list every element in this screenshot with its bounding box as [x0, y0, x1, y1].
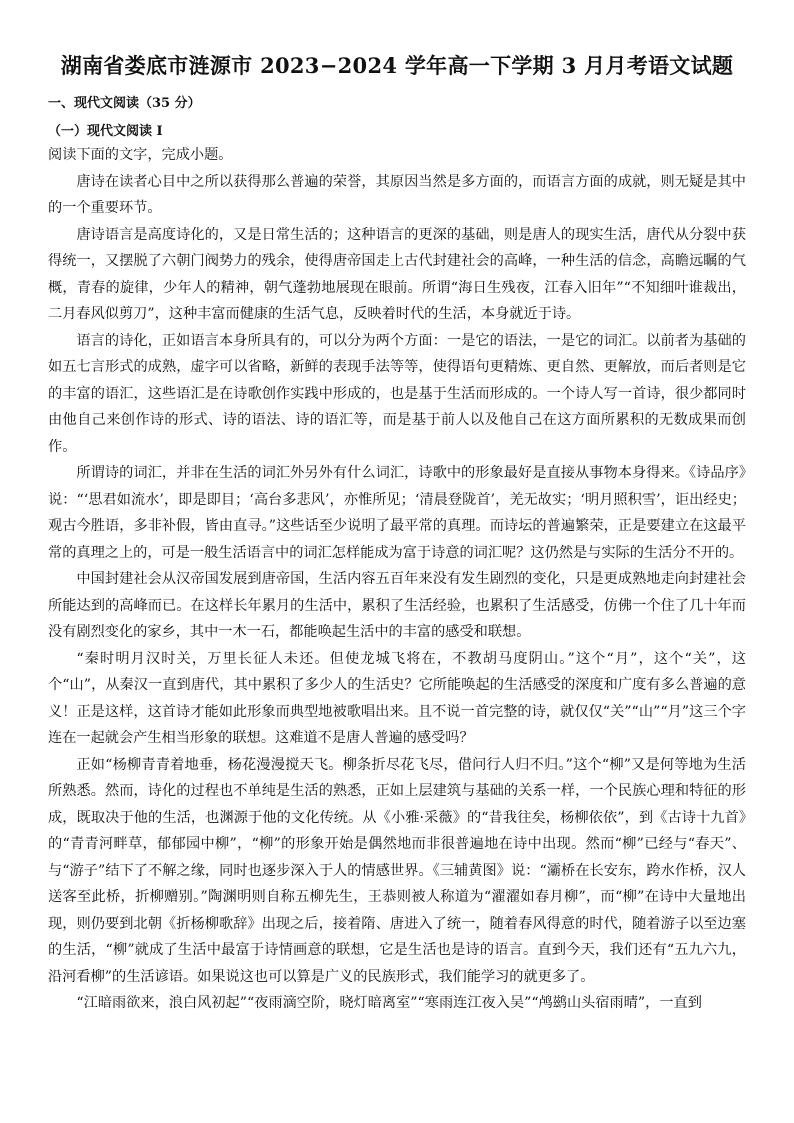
body-paragraph: 所谓诗的词汇，并非在生活的词汇外另外有什么词汇，诗歌中的形象最好是直接从事物本身得来。《诗品序》说：“‘思君如流水’，即是即目；‘高台多悲风’，亦惟所见；‘清晨登陇首’，羌无故实；‘明月照积雪’，讵出经史；观古今胜语，多非补假，皆由直寻。”这些话至少说明了最平常的真理。而诗坛的普遍繁荣，正是要建立在这最平常的真理之上的，可是一般生活语言中的词汇怎样能成为富于诗意的词汇呢？这仍然是与实际的生活分不开的。 — [48, 465, 746, 561]
article-body — [48, 142, 746, 1017]
body-paragraph: 正如“杨柳青青着地垂，杨花漫漫搅天飞。柳条折尽花飞尽，借问行人归不归。”这个“柳”又是何等地为生活所熟悉。然而，诗化的过程也不单纯是生活的熟悉，正如上层建筑与基础的关系一样，一个民族心理和特征的形成，既取决于他的生活，也渊源于他的文化传统。从《小雅·采薇》的“昔我往矣，杨柳依依”，到《古诗十九首》的“青青河畔草，郁郁园中柳”，“柳”的形象开始是偶然地而非很普遍地在诗中出现。然而“柳”已经与“春天”、与“游子”结下了不解之缘，同时也逐步深入于人的情感世界。《三辅黄图》说：“灞桥在长安东，跨水作桥，汉人送客至此桥，折柳赠别。”陶渊明则自称五柳先生，王恭则被人称道为“濯濯如春月柳”，而“柳”在诗中大量地出现，则仍要到北朝《折杨柳歌辞》出现之后，接着隋、唐进入了统一，随着春风得意的时代，随着游子以至边塞的生活，“柳”就成了生活中最富于诗情画意的联想，它是生活也是诗的语言。直到今天，我们还有“五九六九，沿河看柳”的生活谚语。如果说这也可以算是广义的民族形式，我们能学习的就更多了。 — [48, 756, 746, 985]
document-title: 湖南省娄底市涟源市 2023−2024 学年高一下学期 3 月月考语文试题 — [60, 53, 734, 78]
section-heading: 一、现代文阅读（35 分） — [48, 96, 201, 111]
body-paragraph: 唐诗在读者心目中之所以获得那么普遍的荣誉，其原因当然是多方面的，而语言方面的成就，则无疑是其中的一个重要环节。 — [48, 173, 746, 216]
body-paragraph: “江暗雨欲来，浪白风初起”“夜雨滴空阶，晓灯暗离室”“寒雨连江夜入吴”“鸬鹚山头宿雨晴”，一直到 — [76, 995, 702, 1011]
body-paragraph: “秦时明月汉时关，万里长征人未还。但使龙城飞将在，不教胡马度阴山。”这个“月”，这个“关”，这个“山”，从秦汉一直到唐代，其中累积了多少人的生活史？它所能唤起的生活感受的深度和广度有多么普遍的意义！正是这样，这首诗才能如此形象而典型地被歌唱出来。且不说一首完整的诗，就仅仅“关”“山”“月”这三个字连在一起就会产生相当形象的联想。这难道不是唐人普遍的感受吗？ — [48, 650, 746, 746]
instruction-paragraph: 阅读下面的文字，完成小题。 — [48, 147, 233, 163]
body-paragraph: 唐诗语言是高度诗化的，又是日常生活的；这种语言的更深的基础，则是唐人的现实生活，唐代从分裂中获得统一，又摆脱了六朝门阀势力的残余，使得唐帝国走上古代封建社会的高峰，一种生活的信念，高瞻远瞩的气概，青春的旋律，少年人的精神，朝气蓬勃地展现在眼前。所谓“海日生残夜，江春入旧年”“不知细叶谁裁出，二月春风似剪刀”，这种丰富而健康的生活气息，反映着时代的生活，本身就近于诗。 — [48, 226, 746, 322]
subsection-heading: （一）现代文阅读 I — [48, 124, 163, 139]
body-paragraph: 语言的诗化，正如语言本身所具有的，可以分为两个方面：一是它的语法，一是它的词汇。以前者为基础的如五七言形式的成熟，虚字可以省略，新鲜的表现手法等等，使得语句更精炼、更自然、更解放，而后者则是它的丰富的语汇，这些语汇是在诗歌创作实践中形成的，也是基于生活而形成的。一个诗人写一首诗，很少都同时由他自己来创作诗的形式、诗的语法、诗的语汇等，而是基于前人以及他自己在这方面所累积的无数成果而创作。 — [48, 332, 746, 455]
body-paragraph: 中国封建社会从汉帝国发展到唐帝国，生活内容五百年来没有发生剧烈的变化，只是更成熟地走向封建社会所能达到的高峰而已。在这样长年累月的生活中，累积了生活经验，也累积了生活感受，仿佛一个住了几十年而没有剧烈变化的家乡，其中一木一石，都能唤起生活中的丰富的感受和联想。 — [48, 571, 746, 640]
